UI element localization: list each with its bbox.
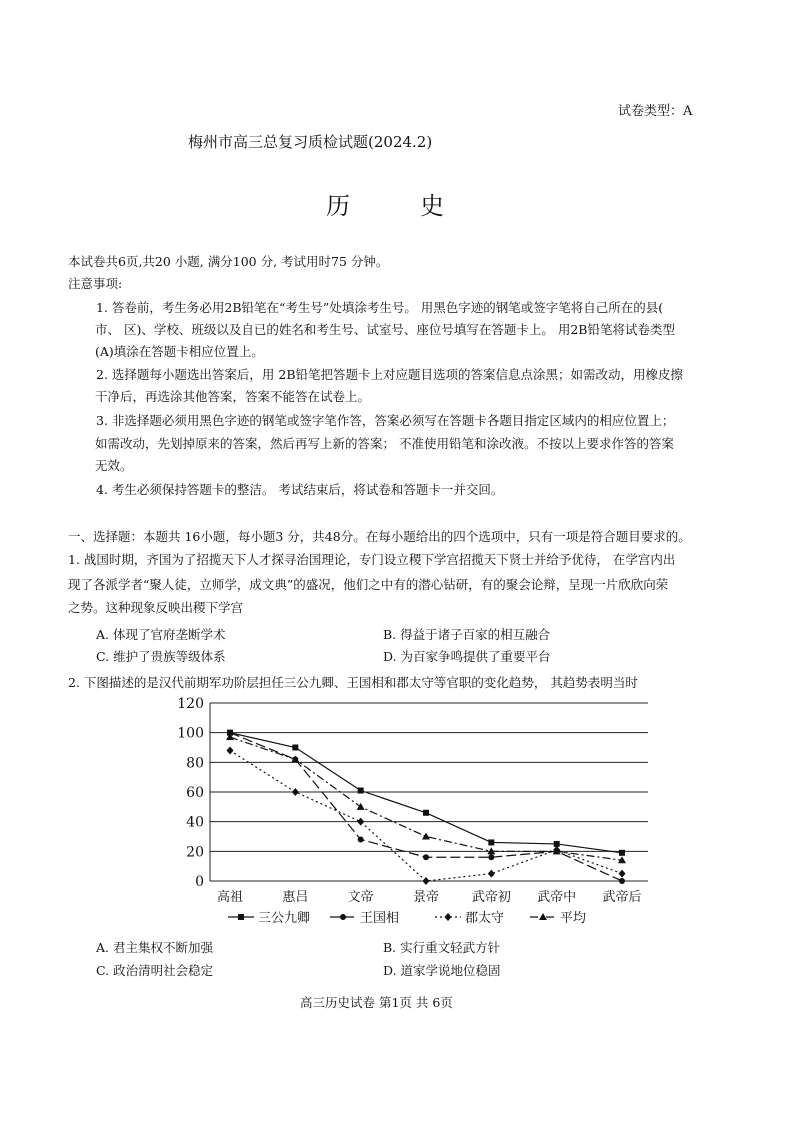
note-line: 如需改动，先划掉原来的答案，然后再写上新的答案； 不准使用铅笔和涂改液。不按以上要求作答的答案: [95, 436, 674, 451]
chart-y-ticks: [177, 696, 204, 890]
chart-data-point: [292, 788, 299, 796]
chart-series-line: [230, 737, 622, 860]
chart-legend-label: 三公九卿: [258, 911, 311, 926]
chart-data-point: [358, 788, 364, 794]
notes-heading: 注意事项:: [68, 276, 123, 291]
chart-data-point: [423, 854, 429, 860]
chart-x-tick-label: 武帝初: [471, 890, 511, 905]
chart-y-tick-label: 100: [177, 725, 204, 742]
exam-type-label: 试卷类型：A: [618, 104, 693, 119]
q1-option-d[interactable]: D. 为百家争鸣提供了重要平台: [383, 649, 551, 664]
q2-option-a[interactable]: A. 君主集权不断加强: [96, 940, 213, 955]
paper-title: 梅州市高三总复习质检试题(2024.2): [188, 133, 433, 151]
note-line: 2. 选择题每小题选出答案后，用 2B铅笔把答题卡上对应题目选项的答案信息点涂黑；如需改动，用橡皮擦: [96, 367, 684, 382]
note-line: 无效。: [95, 458, 133, 473]
note-line: 干净后，再选涂其他答案，答案不能答在试卷上。: [95, 389, 371, 404]
note-line: 4. 考生必须保持答题卡的整洁。 考试结束后，将试卷和答题卡一并交回。: [96, 482, 504, 497]
chart-x-tick-label: 武帝后: [602, 890, 642, 905]
note-line: 1. 答卷前，考生务必用2B铅笔在“考生号”处填涂考生号。 用黑色字迹的钢笔或签字笔将自己所在的县(: [96, 300, 664, 315]
chart-data-point: [358, 836, 364, 842]
chart-legend-label: 郡太守: [465, 911, 505, 926]
chart-data-point: [227, 746, 234, 754]
q2-stem: 2. 下图描述的是汉代前期军功阶层担任三公九卿、王国相和郡太守等官职的变化趋势， 其趋势表明当时: [68, 675, 638, 690]
chart-legend-marker: [340, 914, 346, 920]
chart-data-point: [423, 877, 430, 885]
chart-legend-label: 平均: [560, 911, 587, 926]
subject-title: 历史: [326, 192, 514, 220]
chart-y-tick-label: 20: [186, 844, 204, 861]
q1-stem-line: 现了各派学者“聚人徒，立师学，成文典”的盛况，他们之中有的潜心钻研，有的聚会论辩，呈现一片欣欣向荣: [68, 577, 669, 592]
chart-legend-marker: [539, 913, 547, 920]
section-heading: 一、选择题：本题共 16小题，每小题3 分，共48分。在每小题给出的四个选项中，只有一项是符合题目要求的。: [68, 529, 691, 544]
q2-option-c[interactable]: C. 政治清明社会稳定: [96, 963, 214, 978]
q2-option-b[interactable]: B. 实行重文轻武方针: [383, 940, 501, 955]
chart-data-point: [488, 870, 495, 878]
chart-x-tick-label: 景帝: [412, 890, 440, 905]
chart-y-tick-label: 60: [186, 785, 204, 801]
q1-option-a[interactable]: A. 体现了官府垄断学术: [96, 627, 226, 642]
chart-legend-marker: [238, 914, 244, 920]
chart-y-tick-label: 80: [186, 755, 204, 772]
chart-data-point: [357, 803, 365, 810]
chart-series: [226, 730, 626, 885]
note-line: 3. 非选择题必须用黑色字迹的钢笔或签字笔作答，答案必须写在答题卡各题目指定区域内的相应位置上；: [96, 413, 675, 428]
chart-legend: [228, 910, 586, 926]
note-line: 市、 区)、学校、班级以及自已的姓名和考生号、试室号、座位号填写在答题卡上。 用2B铅笔将试卷类型: [95, 322, 675, 337]
chart-y-tick-label: 120: [177, 696, 204, 712]
chart-x-tick-label: 惠吕: [282, 890, 309, 905]
chart-data-point: [488, 854, 494, 860]
chart-y-tick-label: 40: [186, 814, 204, 831]
q1-option-b[interactable]: B. 得益于诸子百家的相互融合: [383, 627, 551, 642]
exam-summary: 本试卷共6页,共20 小题, 满分100 分, 考试用时75 分钟。: [68, 254, 389, 269]
q2-option-d[interactable]: D. 道家学说地位稳固: [383, 963, 501, 978]
chart-data-point: [292, 745, 298, 751]
q1-stem-line: 之势。这种现象反映出稷下学宫: [68, 600, 244, 615]
chart-data-point: [488, 839, 494, 845]
q1-stem-line: 1. 战国时期，齐国为了招揽天下人才探寻治国理论，专门设立稷下学宫招揽天下贤士并给予优待， 在学宫内出: [68, 552, 676, 567]
chart-data-point: [423, 810, 429, 816]
page-footer: 高三历史试卷 第1页 共 6页: [300, 995, 453, 1010]
q1-option-c[interactable]: C. 维护了贵族等级体系: [96, 649, 226, 664]
chart-x-tick-label: 文帝: [347, 890, 374, 905]
chart-y-tick-label: 0: [195, 874, 204, 890]
chart-data-point: [619, 850, 625, 856]
chart-x-tick-label: 高祖: [216, 890, 244, 905]
chart-data-point: [357, 818, 364, 826]
chart-x-ticks: [217, 889, 642, 905]
chart-x-tick-label: 武帝中: [537, 890, 577, 905]
chart-legend-label: 王国相: [360, 911, 400, 926]
chart-data-point: [619, 878, 625, 884]
chart-data-point: [422, 833, 430, 840]
note-line: (A)填涂在答题卡相应位置上。: [95, 344, 264, 359]
chart-data-point: [619, 870, 626, 878]
q2-line-chart: [150, 693, 670, 933]
chart-legend-marker: [445, 913, 452, 921]
